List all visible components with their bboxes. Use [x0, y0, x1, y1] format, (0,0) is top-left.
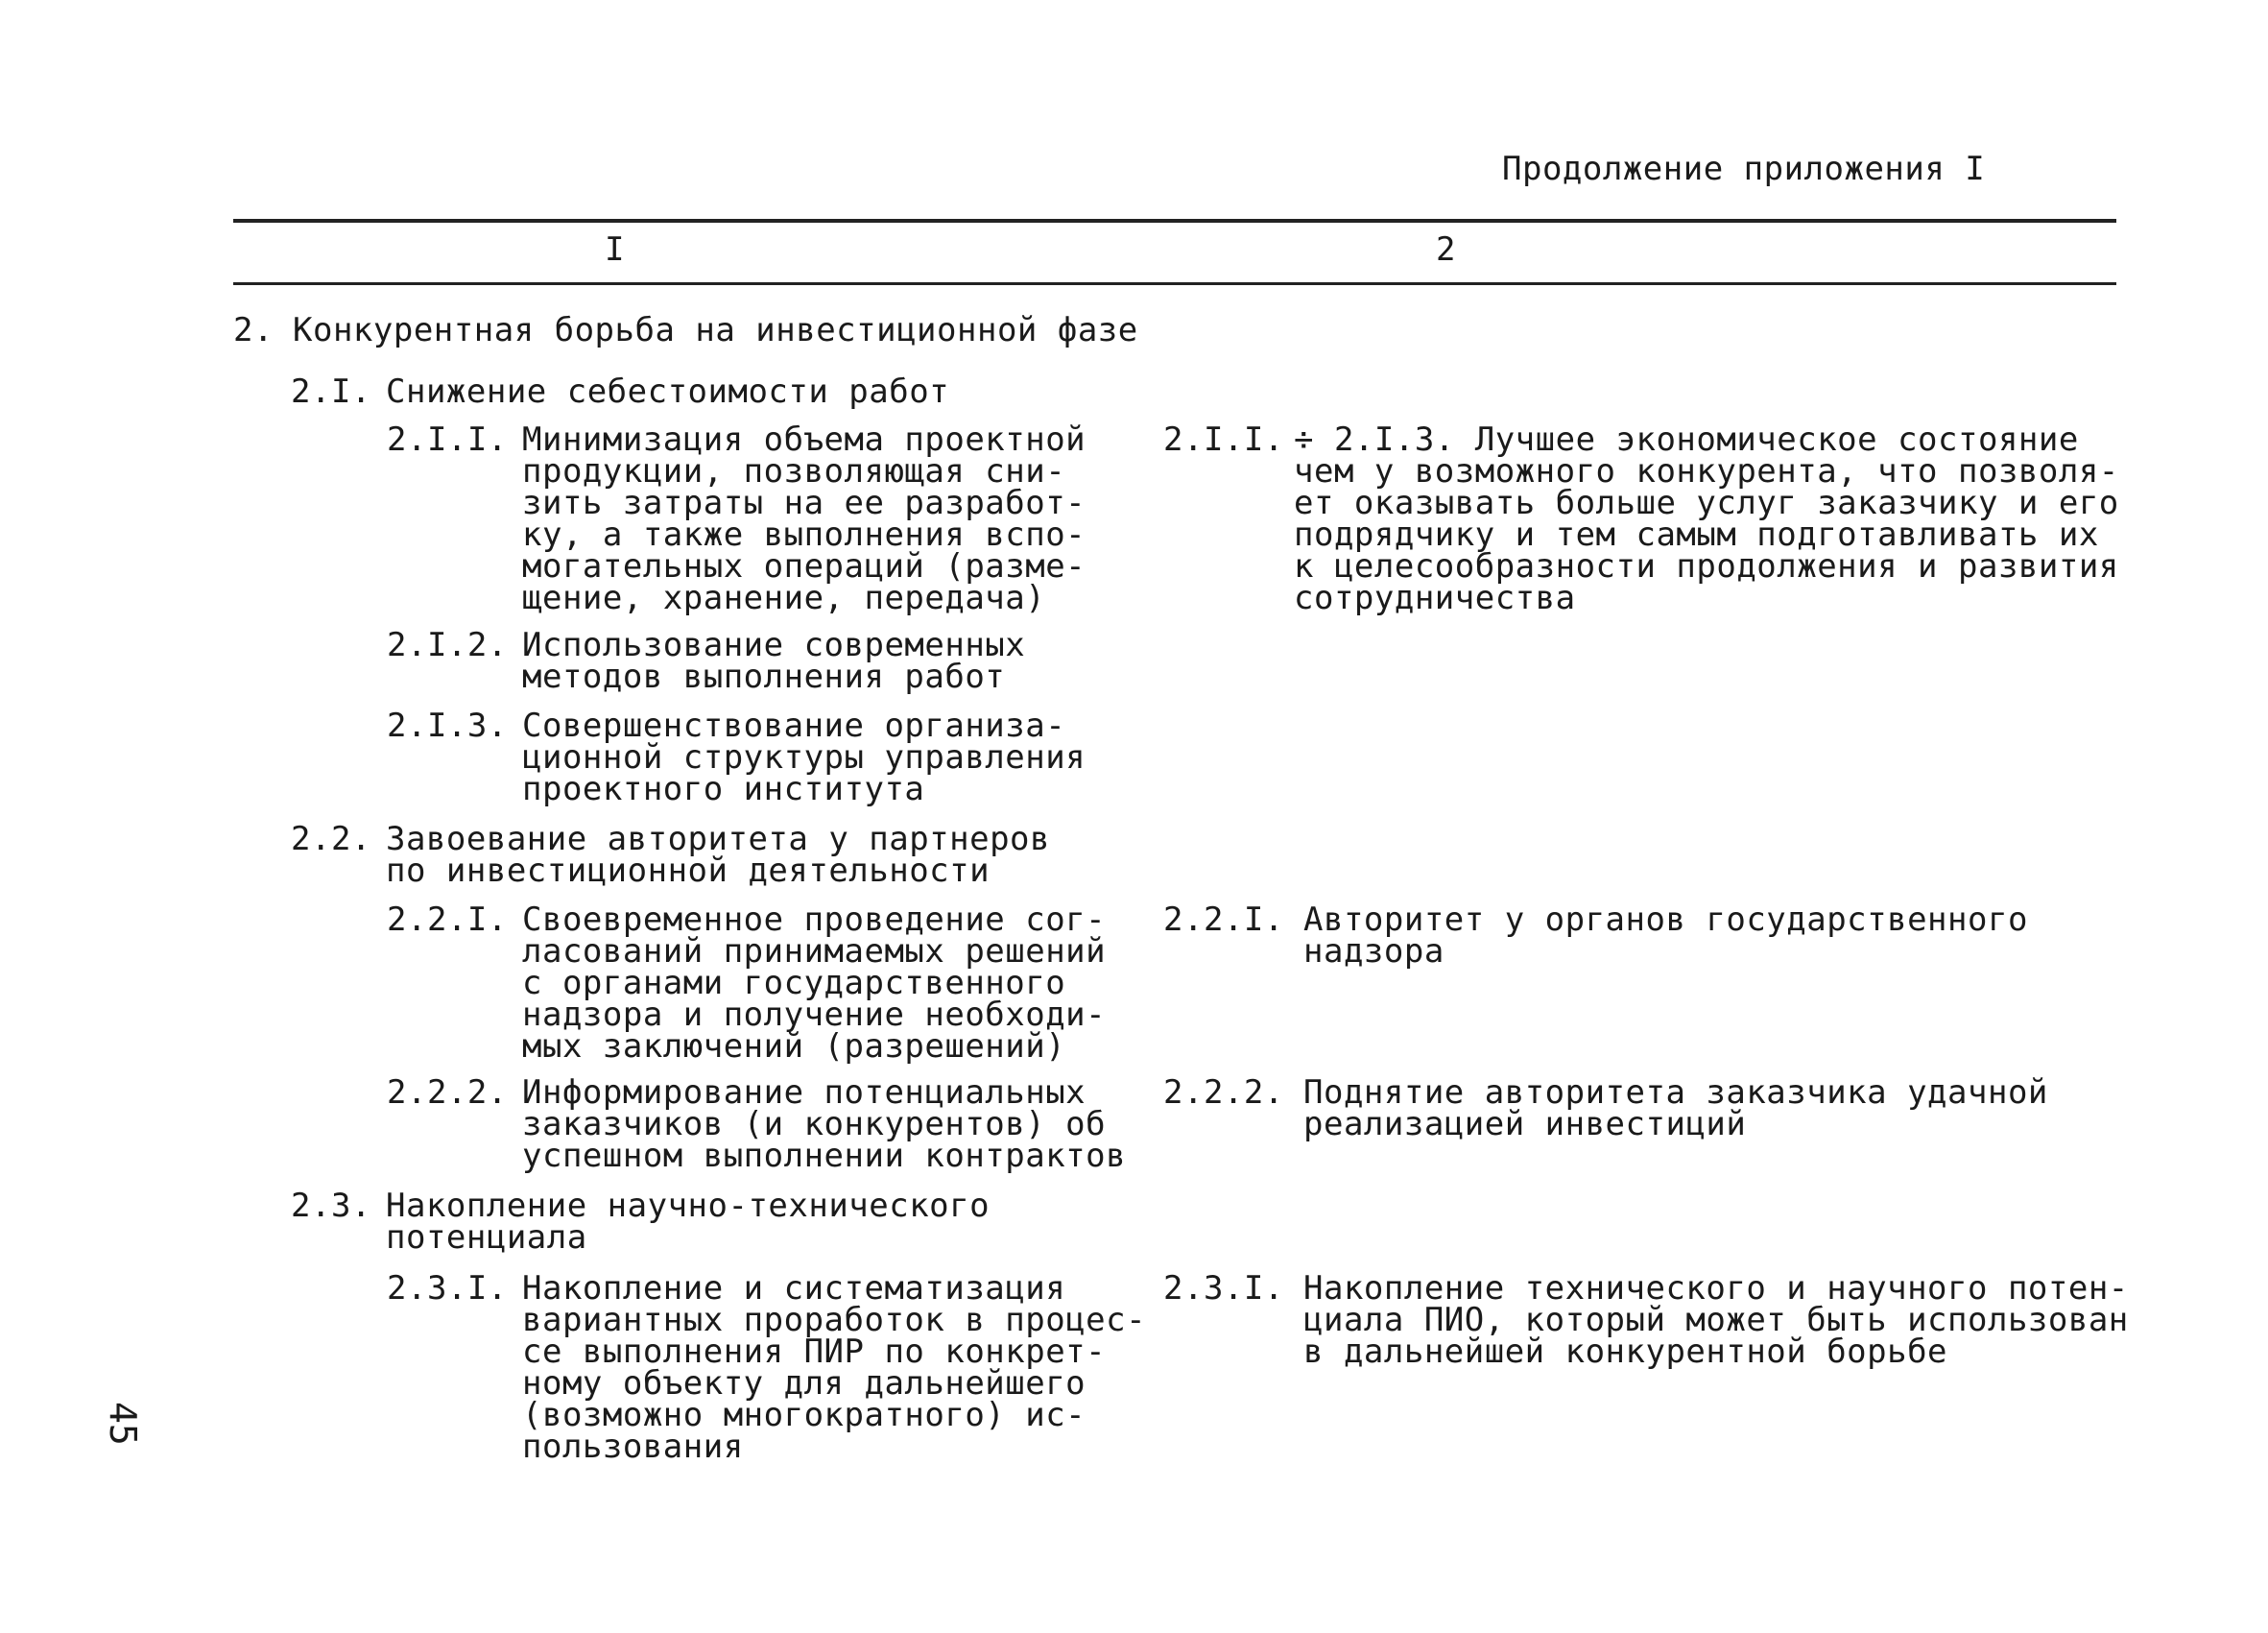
item-text-right: Накопление технического и научного потен- циала ПИО, который может быть использован в дальнейшей конкурентной борьбе: [1303, 1269, 2129, 1371]
item-text: Снижение себестоимости работ: [386, 372, 950, 411]
item-number: 2.2.I.: [387, 901, 508, 939]
item-text: Накопление научно-технического потенциала: [386, 1187, 991, 1257]
item-text: Минимизация объема проектной продукции, позволяющая сни- зить затраты на ее разработ- ку, а также выполнения вспо- могательных операций (разме- щение, хранение, передача): [522, 420, 1086, 617]
item-number: 2.I.I.: [387, 420, 508, 459]
item-text: Использование современных методов выполнения работ: [522, 626, 1026, 696]
item-number: 2.I.2.: [387, 626, 508, 664]
item-text: Информирование потенциальных заказчиков (и конкурентов) об успешном выполнении контрактов: [522, 1073, 1127, 1175]
item-number-right: 2.I.I.: [1163, 420, 1284, 459]
continuation-header: Продолжение приложения I: [1502, 150, 1986, 188]
table-top-rule: [233, 219, 2116, 223]
section-number: 2.: [233, 311, 274, 349]
page-number: 45: [102, 1402, 144, 1446]
column-header-2: 2: [1436, 230, 1456, 269]
item-text-right: Поднятие авторитета заказчика удачной реализацией инвестиций: [1303, 1073, 2048, 1143]
item-text-right: Авторитет у органов государственного надзора: [1303, 901, 2028, 971]
item-number: 2.I.: [291, 372, 371, 411]
item-number: 2.3.I.: [387, 1269, 508, 1308]
item-text: Завоевание авторитета у партнеров по инвестиционной деятельности: [386, 820, 1051, 890]
item-number-right: 2.2.2.: [1163, 1073, 1284, 1112]
item-number: 2.2.2.: [387, 1073, 508, 1112]
section-title: Конкурентная борьба на инвестиционной фазе: [293, 311, 1138, 349]
item-number: 2.I.3.: [387, 707, 508, 745]
item-text-right: ÷ 2.I.3. Лучшее экономическое состояние чем у возможного конкурента, что позволя- ет оказывать больше услуг заказчику и его подрядчику и тем самым подготавливать их к целесообразности продолжения и развития сотрудничества: [1294, 420, 2119, 617]
column-header-1: I: [605, 230, 625, 269]
item-text: Своевременное проведение сог- ласований принимаемых решений с органами государственного надзора и получение необходи- мых заключений (разрешений): [522, 901, 1107, 1066]
item-number: 2.2.: [291, 820, 371, 858]
item-text: Совершенствование организа- ционной структуры управления проектного института: [522, 707, 1086, 808]
item-text: Накопление и систематизация вариантных проработок в процес- се выполнения ПИР по конкрет- ному объекту для дальнейшего (возможно многократного) ис- пользования: [522, 1269, 1147, 1466]
item-number: 2.3.: [291, 1187, 371, 1225]
item-number-right: 2.3.I.: [1163, 1269, 1284, 1308]
item-number-right: 2.2.I.: [1163, 901, 1284, 939]
header-bottom-rule: [233, 282, 2116, 285]
